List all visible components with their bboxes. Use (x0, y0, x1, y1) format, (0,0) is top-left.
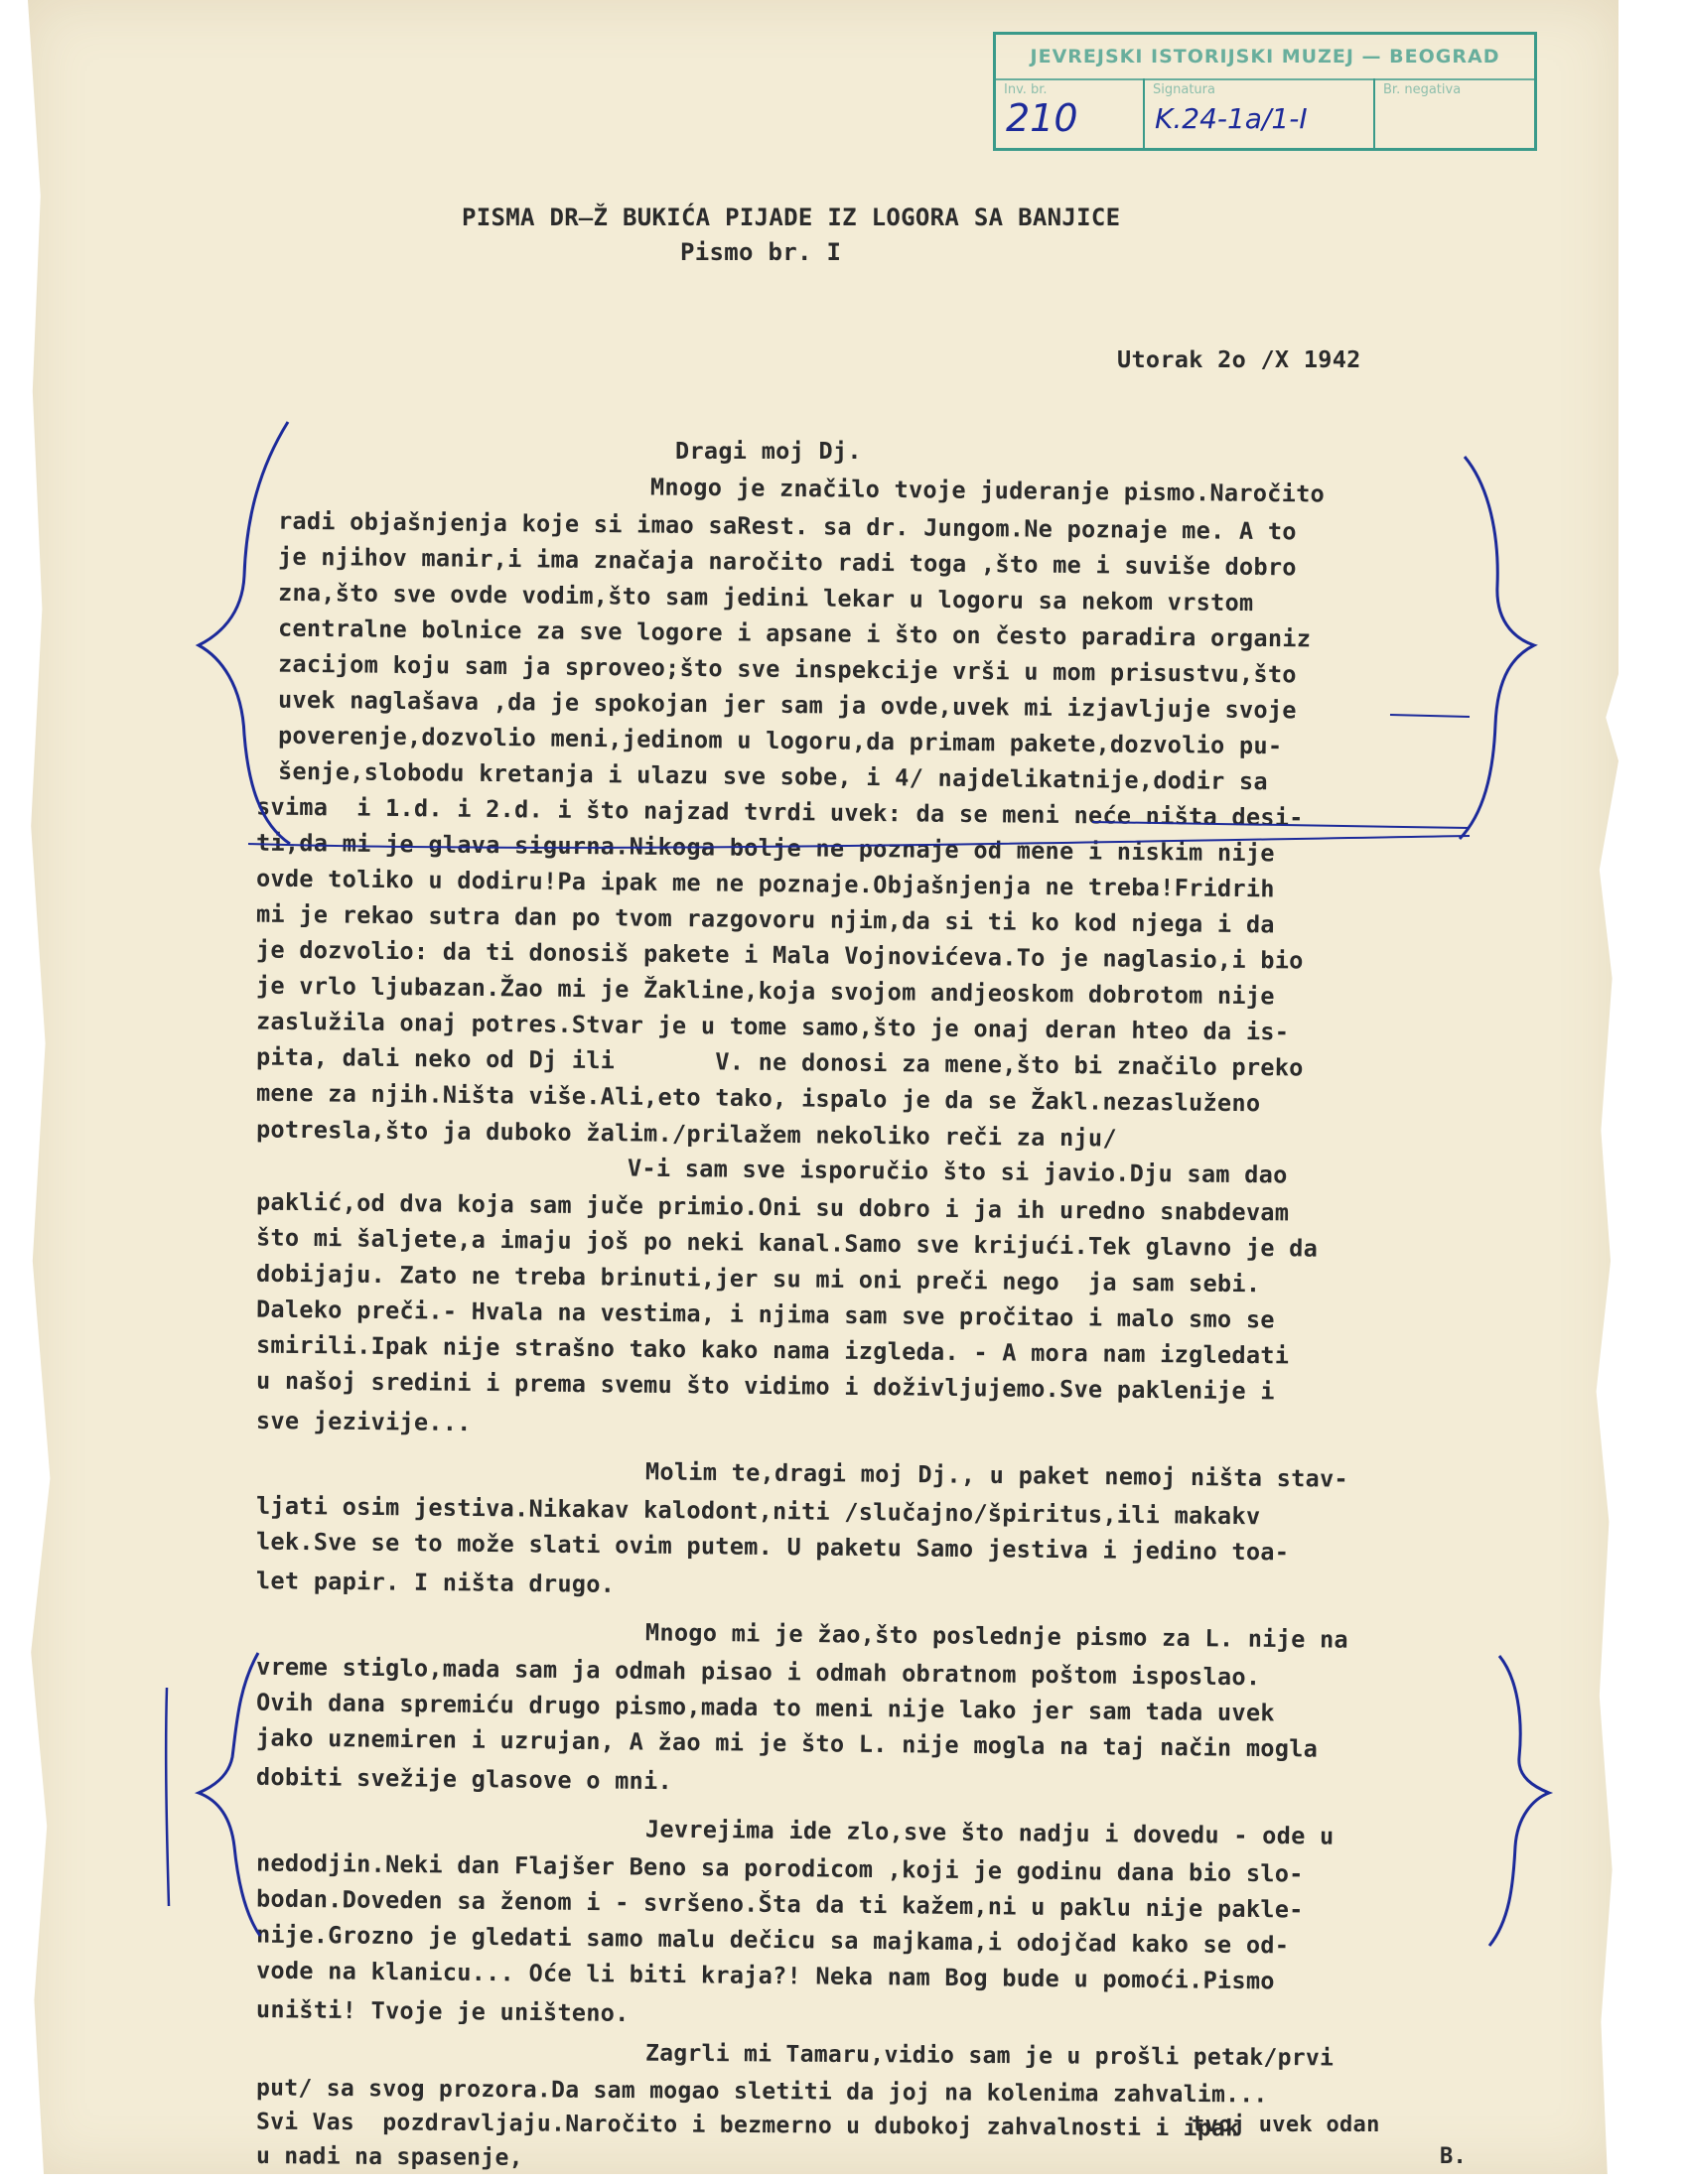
body-line: je vrlo ljubazan.Žao mi je Žakline,koja svojom andjeoskom dobrotom nije (255, 971, 1275, 1011)
body-line: bodan.Doveden sa ženom i - svršeno.Šta da ti kažem,ni u paklu nije pakle- (255, 1884, 1304, 1924)
body-line: uništi! Tvoje je uništeno. (255, 1995, 630, 2027)
letter-subtitle: Pismo br. I (680, 238, 842, 266)
body-line: put/ sa svog prozora.Da sam mogao sletiti da joj na kolenima zahvalim... (255, 2075, 1268, 2109)
body-line: mi je rekao sutra dan po tvom razgovoru njim,da si ti ko kod njega i da (255, 899, 1275, 939)
stamp-label-negative: Br. negativa (1383, 82, 1462, 97)
body-line: u nadi na spasenje, (255, 2143, 523, 2171)
body-line: ovde toliko u dodiru!Pa ipak me ne poznaje.Objašnjenja ne treba!Fridrih (255, 864, 1275, 903)
body-line: V-i sam sve isporučio što si javio.Dju sam dao (627, 1154, 1288, 1189)
body-line: što mi šaljete,a imaju još po neki kanal.Samo sve krijući.Tek glavno je da (255, 1223, 1319, 1263)
body-line: Ovih dana spremiću drugo pismo,mada to meni nije lako jer sam tada uvek (255, 1688, 1275, 1727)
stamp-cell-inventory (996, 78, 1145, 150)
letter-date: Utorak 2o /X 1942 (1117, 345, 1361, 373)
body-line: ti,da mi je glava sigurna.Nikoga bolje ne poznaje od mene i niskim nije (255, 828, 1275, 868)
body-line: mene za njih.Ništa više.Ali,eto tako, ispalo je da se Žakl.nezasluženo (255, 1078, 1261, 1118)
stamp-inventory-number: 210 (1006, 96, 1078, 140)
letter-greeting: Dragi moj Dj. (675, 437, 862, 465)
body-line: centralne bolnice za sve logore i apsane i što on često paradira organiz (277, 614, 1312, 653)
body-line: Molim te,dragi moj Dj., u paket nemoj ništa stav- (644, 1457, 1349, 1493)
body-line: lek.Sve se to može slati ovim putem. U paketu Samo jestiva i jedino toa- (255, 1527, 1290, 1567)
body-line: vreme stiglo,mada sam ja odmah pisao i odmah obratnom poštom isposlao. (255, 1652, 1261, 1692)
body-line: zaslužila onaj potres.Stvar je u tome samo,što je onaj deran hteo da is- (255, 1007, 1290, 1046)
body-line: Jevrejima ide zlo,sve što nadju i dovedu - ode u (644, 1815, 1335, 1850)
body-line: poverenje,dozvolio meni,jedinom u logoru,da primam pakete,dozvolio pu- (277, 721, 1283, 760)
stamp-label-signature: Signatura (1153, 82, 1215, 97)
body-line: jako uznemiren i uzrujan, A žao mi je što L. nije mogla na taj način mogla (255, 1723, 1319, 1763)
body-line: dobijaju. Zato ne treba brinuti,jer su mi oni preči nego ja sam sebi. (255, 1259, 1261, 1298)
body-line: sve jezivije... (255, 1406, 472, 1437)
stamp-cell-negative (1375, 78, 1534, 150)
body-line: Mnogo mi je žao,što poslednje pismo za L. nije na (644, 1618, 1349, 1654)
body-line: svima i 1.d. i 2.d. i što najzad tvrdi uvek: da se meni neće ništa desi- (255, 792, 1304, 832)
letter-closing: tvoj uvek odan (1192, 2113, 1380, 2137)
body-line: je dozvolio: da ti donosiš pakete i Mala Vojnovićeva.To je naglasio,i bio (255, 935, 1304, 975)
body-line: nedodjin.Neki dan Flajšer Beno sa porodicom ,koji je godinu dana bio slo- (255, 1848, 1304, 1888)
body-line: Daleko preči.- Hvala na vestima, i njima sam sve pročitao i malo smo se (255, 1295, 1275, 1334)
body-line: paklić,od dva koja sam juče primio.Oni su dobro i ja ih uredno snabdevam (255, 1187, 1290, 1227)
body-line: uvek naglašava ,da je spokojan jer sam ja ovde,uvek mi izjavljuje svoje (277, 685, 1297, 725)
body-line: potresla,što ja duboko žalim./prilažem nekoliko reči za nju/ (255, 1115, 1118, 1153)
body-line: vode na klanicu... Oće li biti kraja?! Neka nam Bog bude u pomoći.Pismo (255, 1956, 1275, 1995)
letter-signature: B. (1440, 2144, 1468, 2169)
museum-stamp (993, 32, 1537, 151)
body-line: je njihov manir,i ima značaja naročito radi toga ,što me i suviše dobro (277, 542, 1297, 582)
body-line: Svi Vas pozdravljaju.Naročito i bezmerno u dubokoj zahvalnosti i ipak (255, 2109, 1240, 2142)
stamp-institution: JEVREJSKI ISTORIJSKI MUZEJ — BEOGRAD (996, 35, 1534, 80)
body-line: smirili.Ipak nije strašno tako kako nama izgleda. - A mora nam izgledati (255, 1330, 1290, 1370)
body-line: nije.Grozno je gledati samo malu dečicu sa majkama,i odojčad kako se od- (255, 1920, 1290, 1960)
body-line: let papir. I ništa drugo. (255, 1567, 616, 1598)
body-line: ljati osim jestiva.Nikakav kalodont,niti /slučajno/špiritus,ili makakv (255, 1491, 1261, 1531)
body-line: u našoj sredini i prema svemu što vidimo i doživljujemo.Sve paklenije i (255, 1366, 1275, 1406)
stamp-cell-signature (1145, 78, 1375, 150)
body-line: zacijom koju sam ja sproveo;što sve inspekcije vrši u mom prisustvu,što (277, 649, 1297, 689)
body-line: pita, dali neko od Dj ili V. ne donosi za mene,što bi značilo preko (255, 1042, 1304, 1082)
letter-title: PISMA DR̶Ž BUKIĆA PIJADE IZ LOGORA SA BANJICE (462, 204, 1121, 231)
body-line: dobiti svežije glasove o mni. (255, 1762, 673, 1796)
stamp-signature: K.24-1a/1-I (1155, 102, 1308, 135)
body-line: Mnogo je značilo tvoje juderanje pismo.Naročito (649, 473, 1326, 508)
body-line: zna,što sve ovde vodim,što sam jedini lekar u logoru sa nekom vrstom (277, 578, 1254, 617)
body-line: Zagrli mi Tamaru,vidio sam je u prošli petak/prvi (644, 2040, 1335, 2072)
stamp-label-inventory: Inv. br. (1004, 82, 1048, 97)
body-line: šenje,slobodu kretanja i ulazu sve sobe, i 4/ najdelikatnije,dodir sa (277, 756, 1269, 796)
body-line: radi objašnjenja koje si imao saRest. sa dr. Jungom.Ne poznaje me. A to (277, 506, 1297, 546)
